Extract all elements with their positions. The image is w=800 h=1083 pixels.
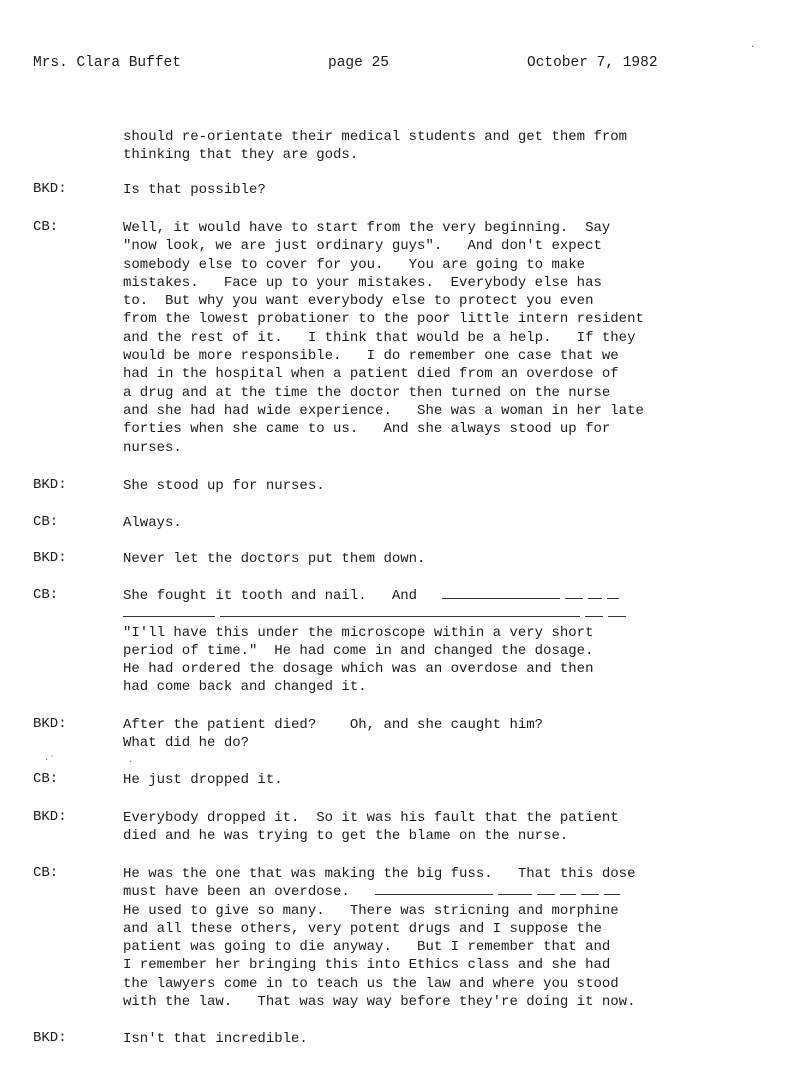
text-line: from the lowest probationer to the poor little intern resident	[123, 311, 644, 328]
text-line: He used to give so many. There was stricning and morphine	[123, 902, 619, 919]
text-line	[123, 883, 723, 901]
text-line: patient was going to die anyway. But I remember that and	[123, 939, 611, 956]
redaction-blank	[220, 606, 580, 617]
text-line: Well, it would have to start from the very beginning. Say	[123, 220, 611, 236]
text-line: a drug and at the time the doctor then turned on the nurse	[123, 384, 611, 401]
text-line: should re-orientate their medical students and get them from	[123, 129, 628, 145]
dialogue-text	[123, 587, 723, 697]
text-fragment: must have been an overdose.	[123, 884, 350, 901]
text-line	[123, 587, 723, 605]
dialogue-text	[123, 771, 723, 789]
text-line: Everybody dropped it. So it was his fault that the patient	[123, 810, 619, 826]
text-line: After the patient died? Oh, and she caught him?	[123, 717, 544, 733]
text-line: "I'll have this under the microscope within a very short	[123, 624, 594, 641]
text-line: and all these others, very potent drugs and I suppose the	[123, 920, 602, 937]
text-line: Isn't that incredible.	[123, 1031, 308, 1047]
speaker-label: BKD:	[33, 550, 67, 566]
dialogue-text	[123, 865, 723, 1011]
interviewee-name: Mrs. Clara Buffet	[33, 55, 181, 71]
text-line: I remember her bringing this into Ethics class and she had	[123, 957, 611, 974]
dialogue-text	[123, 128, 723, 165]
text-line: forties when she came to us. And she always stood up for	[123, 421, 611, 438]
speaker-label: CB:	[33, 514, 59, 530]
text-line: with the law. That was way way before they're doing it now.	[123, 994, 636, 1011]
text-line: nurses.	[123, 439, 182, 456]
text-line: thinking that they are gods.	[123, 147, 359, 164]
redaction-blank	[565, 588, 583, 599]
redaction-blank	[581, 884, 599, 895]
speaker-label: CB:	[33, 771, 59, 787]
text-line: Is that possible?	[123, 182, 266, 198]
text-line: had in the hospital when a patient died from an overdose of	[123, 366, 619, 383]
speaker-label: CB:	[33, 865, 59, 881]
interview-date: October 7, 1982	[527, 55, 658, 71]
speaker-label: BKD:	[33, 1030, 67, 1046]
redaction-blank	[608, 606, 626, 617]
text-line: and the rest of it. I think that would be a help. If they	[123, 329, 636, 346]
dialogue-text	[123, 181, 723, 199]
text-line: Always.	[123, 515, 182, 531]
dialogue-text	[123, 477, 723, 495]
text-line: somebody else to cover for you. You are going to make	[123, 256, 586, 273]
redaction-blank	[604, 884, 620, 895]
dialogue-text	[123, 1030, 723, 1048]
redaction-blank	[375, 884, 493, 895]
redaction-blank	[560, 884, 576, 895]
scan-speck: ·	[750, 42, 756, 52]
dialogue-text	[123, 716, 723, 753]
speaker-label: BKD:	[33, 181, 67, 197]
text-line: He had ordered the dosage which was an overdose and then	[123, 661, 594, 678]
text-line: to. But why you want everybody else to protect you even	[123, 293, 594, 310]
redaction-blank	[607, 588, 619, 599]
text-line: period of time." He had come in and changed the dosage.	[123, 642, 594, 659]
dialogue-text	[123, 514, 723, 532]
text-line: mistakes. Face up to your mistakes. Everybody else has	[123, 274, 602, 291]
page-number: page 25	[328, 55, 389, 71]
text-line: She stood up for nurses.	[123, 478, 325, 494]
text-line	[123, 605, 723, 623]
speaker-label: CB:	[33, 587, 59, 603]
redaction-blank	[123, 606, 215, 617]
dialogue-text	[123, 219, 723, 457]
text-line: the lawyers come in to teach us the law and where you stood	[123, 975, 619, 992]
scan-speck: ·´	[44, 755, 55, 765]
text-line: He was the one that was making the big fuss. That this dose	[123, 866, 636, 882]
text-fragment: She fought it tooth and nail. And	[123, 588, 418, 604]
redaction-blank	[537, 884, 555, 895]
text-line: died and he was trying to get the blame on the nurse.	[123, 828, 569, 845]
speaker-label: BKD:	[33, 809, 67, 825]
text-line: and she had had wide experience. She was a woman in her late	[123, 402, 644, 419]
redaction-blank	[498, 884, 532, 895]
text-line: "now look, we are just ordinary guys". And don't expect	[123, 238, 602, 255]
text-line: What did he do?	[123, 735, 250, 752]
text-line: had come back and changed it.	[123, 679, 367, 696]
text-line: Never let the doctors put them down.	[123, 551, 426, 567]
redaction-blank	[585, 606, 603, 617]
dialogue-text	[123, 809, 723, 846]
speaker-label: BKD:	[33, 716, 67, 732]
text-line: would be more responsible. I do remember one case that we	[123, 348, 619, 365]
scan-speck: ·	[128, 757, 134, 767]
dialogue-text	[123, 550, 723, 568]
redaction-blank	[588, 588, 602, 599]
redaction-blank	[442, 588, 560, 599]
speaker-label: CB:	[33, 219, 59, 235]
speaker-label: BKD:	[33, 477, 67, 493]
text-line: He just dropped it.	[123, 772, 283, 788]
